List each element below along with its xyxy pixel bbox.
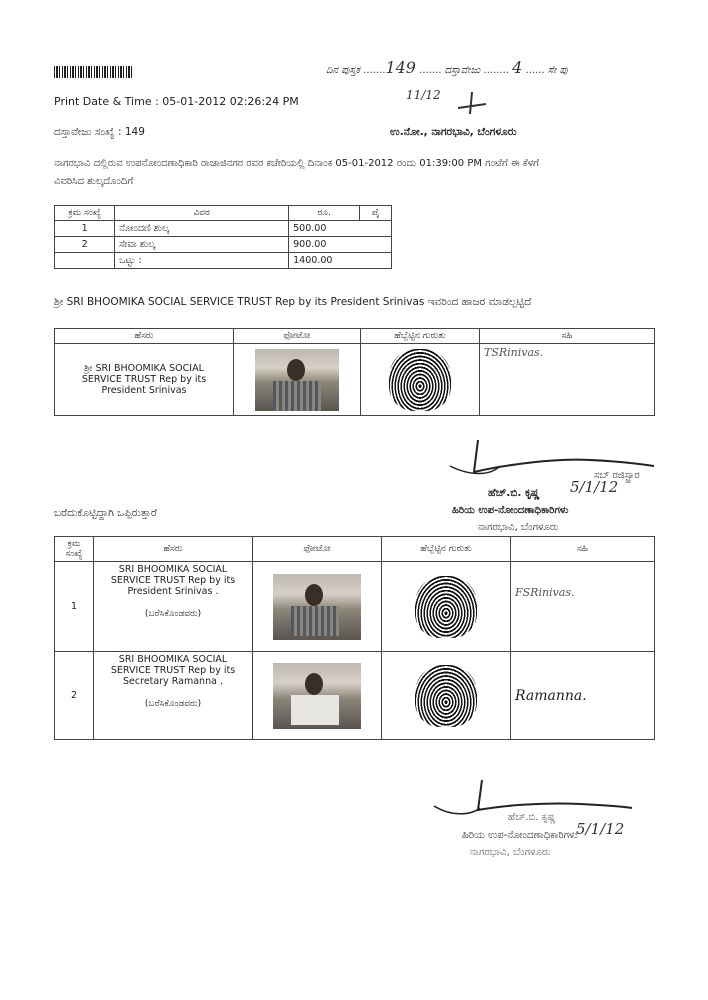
header-prefix-stamp: ದಿನ ಪುಸ್ತಕ ....... [326,65,386,76]
exec-role: (ಬರೆಸಿಕೊಂಡವರು) [144,609,202,619]
table-row [55,237,392,253]
exec-role: (ಬರೆಸಿಕೊಂಡವರು) [144,699,202,709]
registrar-date: 5/1/12 [570,478,619,496]
exec-col-name: ಹೆಸರು [94,537,253,562]
exec-signature: FSRinivas. [515,586,575,599]
fee-no: 1 [55,221,115,237]
exec-thumbprint [415,576,477,638]
exec-thumbprint [415,665,477,727]
presenter-header-row [55,329,655,344]
fees-total-row [55,253,392,269]
fee-total-label: ಒಟ್ಟು : [115,253,289,269]
exec-col-sign: ಸಹಿ [511,537,655,562]
fees-header-row [55,206,392,221]
executants-header-row [55,537,655,562]
fees-col-no: ಕ್ರಮ ಸಂಖ್ಯೆ [55,206,115,221]
registrar-title: ಸಬ್ ರಜಿಸ್ಟ್ರಾರ [594,470,640,481]
exec-col-no: ಕ್ರಮ ಸಂಖ್ಯೆ [55,537,94,562]
header-mid: 4 [512,58,523,77]
table-row [55,221,392,237]
fee-no: 2 [55,237,115,253]
office-name: ಉ.ನೋ., ನಾಗರಭಾವಿ, ಬೆಂಗಳೂರು [390,126,517,138]
exec-col-thumb: ಹೆಬ್ಬೆಟ್ಟಿನ ಗುರುತು [382,537,511,562]
presenter-col-photo: ಫೋಟೋ [234,329,361,344]
bottom-date: 5/1/12 [576,820,625,838]
barcode [54,66,134,78]
executants-table [54,536,655,740]
bottom-designation: ಹಿರಿಯ ಉಪ-ನೋಂದಣಾಧಿಕಾರಿಗಳು [462,830,578,841]
table-row [55,652,655,740]
executants-line: ಬರೆದುಕೊಟ್ಟಿದ್ದಾಗಿ ಒಪ್ಪಿರುತ್ತಾರೆ [54,507,157,519]
handwritten-mark [452,90,492,120]
presenter-col-thumb: ಹೆಬ್ಬೆಟ್ಟಿನ ಗುರುತು [361,329,480,344]
document-number: ದಸ್ತಾವೇಜು ಸಂಖ್ಯೆ : 149 [54,126,145,138]
exec-col-photo: ಫೋಟೋ [253,537,382,562]
fee-desc: ನೋಂದಣಿ ಶುಲ್ಕ [115,221,289,237]
registrar-place: ನಾಗರಭಾವಿ, ಬೆಂಗಳೂರು [478,522,559,533]
table-row [55,344,655,416]
exec-name: SRI BHOOMIKA SOCIAL SERVICE TRUST Rep by its Secretary Ramanna . [110,654,236,687]
bottom-place: ನಾಗರಭಾವಿ, ಬೆಂಗಳೂರು [470,847,551,858]
fee-amount: 500.00 [289,221,392,237]
intro-line1: ನಾಗರಭಾವಿ ದಲ್ಲಿರುವ ಉಪನೋಂದಣಾಧಿಕಾರಿ ರಾಜಾಜಿನಗರ ರವರ ಕಚೇರಿಯಲ್ಲಿ ದಿನಾಂಕ 05-01-2012 ರಂದು 01:39:00 PM ಗಂಟೆಗೆ ಈ ಕೆಳಗೆ [54,158,539,169]
fees-col-paise: ಪೈ [360,206,392,221]
presenter-name: ಶ್ರೀ SRI BHOOMIKA SOCIAL SERVICE TRUST Rep by its President Srinivas [55,344,234,416]
presenter-thumbprint [389,349,451,411]
header-stamp-mid: ....... ದಸ್ತಾವೇಜು ........ [415,65,513,76]
exec-no: 2 [55,652,94,740]
registrar-designation: ಹಿರಿಯ ಉಪ-ನೋಂದಣಾಧಿಕಾರಿಗಳು [452,505,569,516]
presenter-photo [255,349,339,411]
table-row [55,562,655,652]
exec-photo [273,574,361,640]
handwritten-line2: 11/12 [406,88,441,102]
presenter-line: ಶ್ರೀ SRI BHOOMIKA SOCIAL SERVICE TRUST Rep by its President Srinivas ಇವರಿಂದ ಹಾಜರ ಮಾಡಲ್ಪಟ್ಟಿದೆ [54,296,532,308]
presenter-table [54,328,655,416]
exec-photo [273,663,361,729]
fees-col-desc: ವಿವರ [115,206,289,221]
bottom-name: ಹೆಚ್.ಬಿ. ಕೃಷ್ಣ [508,812,556,823]
presenter-signature: TSRinivas. [484,346,544,359]
fee-desc: ಸೇವಾ ಶುಲ್ಕ [115,237,289,253]
fees-col-rupees: ರೂ. [289,206,360,221]
fees-table [54,205,392,269]
print-date: Print Date & Time : 05-01-2012 02:26:24 PM [54,95,299,108]
exec-no: 1 [55,562,94,652]
exec-name: SRI BHOOMIKA SOCIAL SERVICE TRUST Rep by its President Srinivas . [110,564,236,597]
registrar-name: ಹೆಚ್.ಬಿ. ಕೃಷ್ಣ [488,487,540,499]
fee-amount: 900.00 [289,237,392,253]
presenter-col-name: ಹೆಸರು [55,329,234,344]
fee-total: 1400.00 [289,253,392,269]
header-num: 149 [385,58,416,77]
exec-signature: Ramanna. [515,687,587,704]
handwritten-header: ದಿನ ಪುಸ್ತಕ .......149 ....... ದಸ್ತಾವೇಜು ........ 4 ...... ಸೇ ಪು [326,58,568,77]
presenter-col-sign: ಸಹಿ [480,329,655,344]
intro-line2: ವಿವರಿಸಿದ ಶುಲ್ಕದೊಂದಿಗೆ [54,176,134,187]
